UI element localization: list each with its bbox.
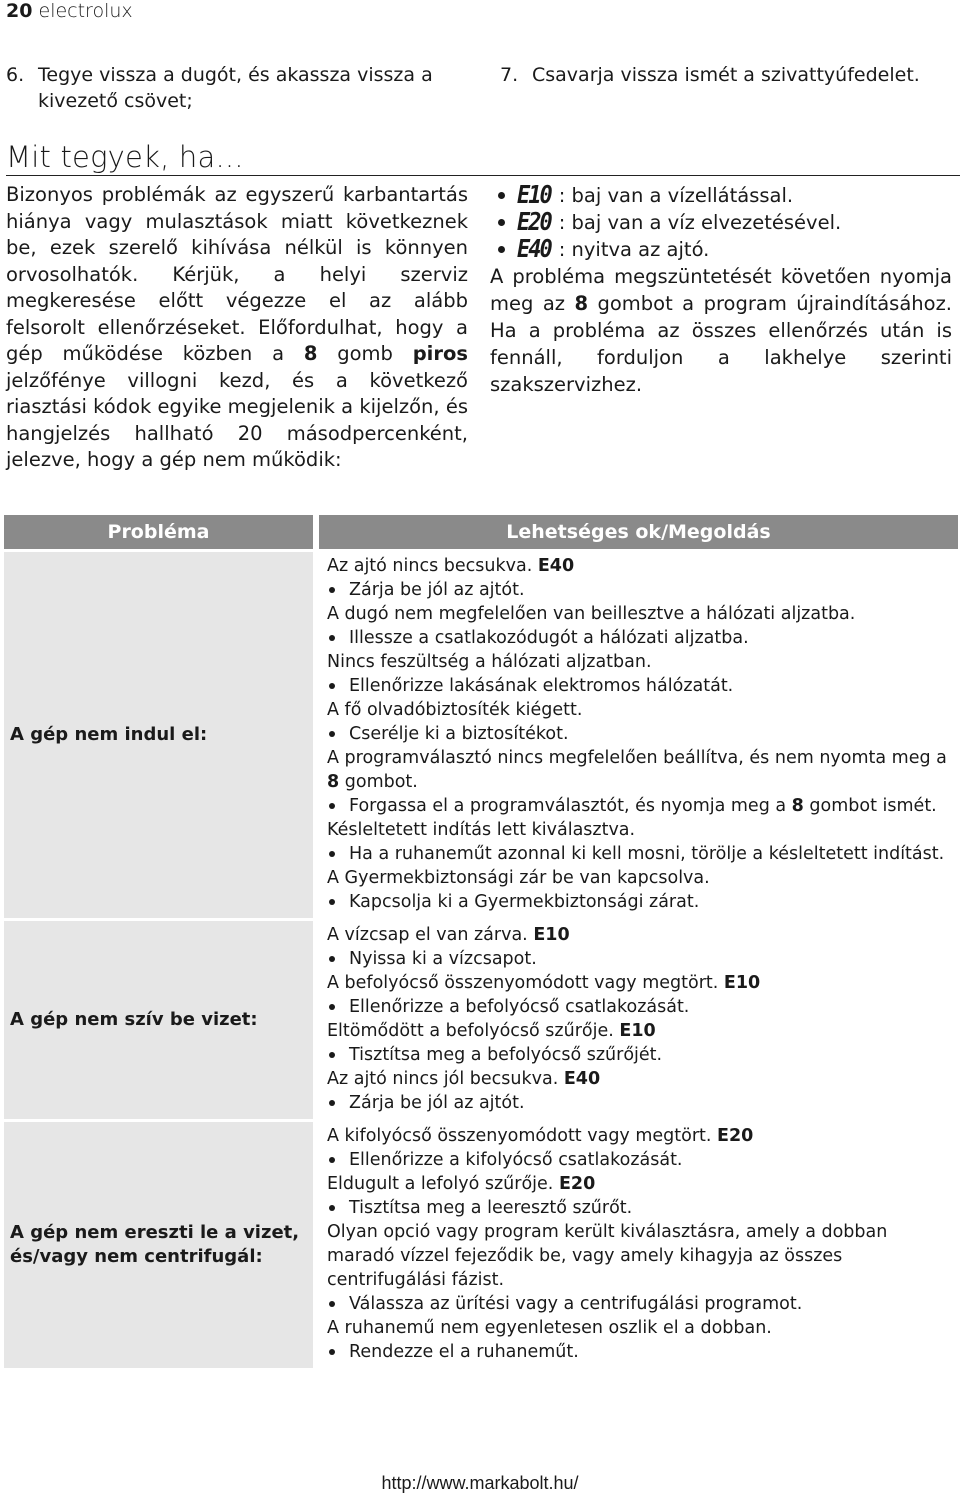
line-text: A ruhanemű nem egyenletesen oszlik el a dobban. xyxy=(327,1318,772,1338)
line-text: Késleltetett indítás lett kiválasztva. xyxy=(327,820,636,840)
solution-cell xyxy=(316,1121,958,1369)
line-text: A Gyermekbiztonsági zár be van kapcsolva. xyxy=(327,868,710,888)
bullet-icon xyxy=(327,1340,349,1364)
intro-text: jelzőfénye villogni kezd, és a következő riasztási kódok egyike megjelenik a kijelzőn, és hangjelzés hallható 20 másodpercenként, jelezve, hogy a gép nem működik: xyxy=(6,368,468,471)
line-text: A vízcsap el van zárva. xyxy=(327,925,534,945)
code-highlight: 8 xyxy=(327,772,340,792)
step-number: 6. xyxy=(6,64,25,86)
bullet-icon xyxy=(327,794,349,818)
bullet-icon xyxy=(498,192,505,199)
line-text: Az ajtó nincs becsukva. xyxy=(327,556,538,576)
code-highlight: E40 xyxy=(537,556,575,576)
section-title: Mit tegyek, ha... xyxy=(6,140,244,174)
bullet-icon xyxy=(327,947,349,971)
code-highlight: E20 xyxy=(717,1126,754,1146)
solution-step xyxy=(327,1091,954,1115)
line-text: Ha a ruhaneműt azonnal ki kell mosni, törölje a késleltetett indítást. xyxy=(349,844,945,864)
cause-line xyxy=(327,1172,954,1196)
alarm-note-text: A probléma megszüntetését követően nyomja meg az xyxy=(490,265,952,315)
cause-line xyxy=(327,1316,954,1340)
bullet-icon xyxy=(327,578,349,602)
line-text: A programválasztó nincs megfelelően beállítva, és nem nyomta meg a xyxy=(327,748,947,768)
cause-line xyxy=(327,818,954,842)
problem-cell: A gép nem ereszti le a vizet, és/vagy nem centrifugál: xyxy=(4,1121,316,1369)
code-highlight: E10 xyxy=(723,973,761,993)
brand-name: electrolux xyxy=(38,0,133,22)
solution-step xyxy=(327,1148,954,1172)
alarm-note-text: gombot a program újraindításához. Ha a probléma az összes ellenőrzés után is fennáll, forduljon a lakhelye szerinti szakszervizhez. xyxy=(490,292,953,396)
bullet-icon xyxy=(327,626,349,650)
code-highlight: E20 xyxy=(558,1174,596,1194)
cause-line xyxy=(327,1124,954,1148)
line-text: A fő olvadóbiztosíték kiégett. xyxy=(327,700,583,720)
alarm-code-item xyxy=(490,182,952,209)
code-highlight: E10 xyxy=(619,1021,656,1041)
alarm-code-text: : baj van a vízellátással. xyxy=(558,184,794,207)
line-text: Nyissa ki a vízcsapot. xyxy=(349,949,537,969)
bullet-icon xyxy=(327,1292,349,1316)
code-highlight: E10 xyxy=(533,925,570,945)
bullet-icon xyxy=(327,1043,349,1067)
cause-line xyxy=(327,1220,954,1292)
bullet-icon xyxy=(327,842,349,866)
step-text: Csavarja vissza ismét a szivattyúfedelet. xyxy=(532,64,920,86)
bullet-icon xyxy=(498,246,505,253)
bullet-icon xyxy=(327,1148,349,1172)
problem-cell: A gép nem indul el: xyxy=(4,551,316,920)
line-text: gombot ismét. xyxy=(803,796,937,816)
line-text: Rendezze el a ruhaneműt. xyxy=(349,1342,579,1362)
intro-text: Bizonyos problémák az egyszerű karbantartás hiánya vagy mulasztások miatt következnek be, ezek szerelő kihívása nélkül is könnyen orvosolhatók. Kérjük, a helyi szerviz megkeresése előtt végezze el az alább felsorolt ellenőrzéseket. Előfordulhat, hogy a gép működése közben a xyxy=(6,183,468,365)
line-text: A befolyócső összenyomódott vagy megtört. xyxy=(327,973,724,993)
table-row xyxy=(4,920,958,1121)
bullet-icon xyxy=(327,722,349,746)
line-text: Tisztítsa meg a leeresztő szűrőt. xyxy=(349,1198,633,1218)
cause-line xyxy=(327,1067,954,1091)
cause-line xyxy=(327,602,954,626)
cause-line xyxy=(327,1019,954,1043)
solution-step xyxy=(327,1043,954,1067)
alarm-code-text: : nyitva az ajtó. xyxy=(558,238,710,261)
line-text: Olyan opció vagy program került kiválasztásra, amely a dobban maradó vízzel fejeződik be, vagy amely kihagyja az összes centrifugálási fázist. xyxy=(327,1222,888,1290)
line-text: Cserélje ki a biztosítékot. xyxy=(349,724,569,744)
solution-step xyxy=(327,1196,954,1220)
line-text: Ellenőrizze a kifolyócső csatlakozását. xyxy=(349,1150,683,1170)
intro-paragraph xyxy=(6,182,468,474)
solution-step xyxy=(327,842,954,866)
step-text: Tegye vissza a dugót, és akassza vissza a kivezető csövet; xyxy=(38,64,433,112)
footer-url: http://www.markabolt.hu/ xyxy=(381,1473,579,1493)
cause-line xyxy=(327,746,954,794)
troubleshooting-table xyxy=(4,515,958,1368)
step-number: 7. xyxy=(500,64,519,86)
solution-step xyxy=(327,578,954,602)
solution-step xyxy=(327,674,954,698)
line-text: Válassza az ürítési vagy a centrifugálási programot. xyxy=(349,1294,803,1314)
line-text: gombot. xyxy=(339,772,418,792)
bullet-icon xyxy=(327,1196,349,1220)
table-row xyxy=(4,1121,958,1369)
line-text: Ellenőrizze a befolyócső csatlakozását. xyxy=(349,997,690,1017)
line-text: Illessze a csatlakozódugót a hálózati aljzatba. xyxy=(349,628,749,648)
code-highlight: E40 xyxy=(563,1069,601,1089)
column-header-problem: Probléma xyxy=(4,515,316,551)
line-text: Eldugult a lefolyó szűrője. xyxy=(327,1174,559,1194)
line-text: A kifolyócső összenyomódott vagy megtört. xyxy=(327,1126,718,1146)
line-text: Tisztítsa meg a befolyócső szűrőjét. xyxy=(349,1045,663,1065)
alarm-note-button-number: 8 xyxy=(574,292,589,315)
display-code-icon: E10 xyxy=(517,181,551,210)
bullet-icon xyxy=(327,995,349,1019)
intro-button-number: 8 xyxy=(303,342,318,365)
alarm-code-text: : baj van a víz elvezetésével. xyxy=(558,211,842,234)
solution-step xyxy=(327,995,954,1019)
display-code-icon: E20 xyxy=(517,208,551,237)
table-row xyxy=(4,551,958,920)
solution-cell xyxy=(316,551,958,920)
solution-step xyxy=(327,722,954,746)
alarm-codes xyxy=(490,182,952,398)
line-text: Forgassa el a programválasztót, és nyomja meg a xyxy=(349,796,792,816)
solution-step xyxy=(327,890,954,914)
line-text: Zárja be jól az ajtót. xyxy=(349,580,525,600)
cause-line xyxy=(327,698,954,722)
line-text: Zárja be jól az ajtót. xyxy=(349,1093,525,1113)
alarm-note xyxy=(490,263,952,398)
intro-text: gomb xyxy=(317,342,413,365)
intro-color-word: piros xyxy=(412,342,468,365)
column-header-solution: Lehetséges ok/Megoldás xyxy=(316,515,958,551)
line-text: Kapcsolja ki a Gyermekbiztonsági zárat. xyxy=(349,892,700,912)
line-text: Az ajtó nincs jól becsukva. xyxy=(327,1069,564,1089)
cause-line xyxy=(327,650,954,674)
line-text: Nincs feszültség a hálózati aljzatban. xyxy=(327,652,652,672)
display-code-icon: E40 xyxy=(517,235,551,264)
solution-step xyxy=(327,626,954,650)
bullet-icon xyxy=(327,1091,349,1115)
solution-step xyxy=(327,1292,954,1316)
alarm-code-item xyxy=(490,236,952,263)
table-header-row xyxy=(4,515,958,551)
alarm-code-item xyxy=(490,209,952,236)
bullet-icon xyxy=(498,219,505,226)
bullet-icon xyxy=(327,890,349,914)
page-header xyxy=(6,0,133,22)
section-divider xyxy=(6,175,960,176)
bullet-icon xyxy=(327,674,349,698)
code-highlight: 8 xyxy=(791,796,804,816)
solution-step xyxy=(327,1340,954,1364)
step-7 xyxy=(500,62,955,88)
page-number: 20 xyxy=(6,0,33,22)
line-text: A dugó nem megfelelően van beillesztve a hálózati aljzatba. xyxy=(327,604,856,624)
cause-line xyxy=(327,923,954,947)
solution-step xyxy=(327,794,954,818)
step-6 xyxy=(6,62,468,114)
cause-line xyxy=(327,866,954,890)
problem-cell: A gép nem szív be vizet: xyxy=(4,920,316,1121)
cause-line xyxy=(327,554,954,578)
line-text: Ellenőrizze lakásának elektromos hálózatát. xyxy=(349,676,734,696)
cause-line xyxy=(327,971,954,995)
line-text: Eltömődött a befolyócső szűrője. xyxy=(327,1021,620,1041)
solution-step xyxy=(327,947,954,971)
solution-cell xyxy=(316,920,958,1121)
